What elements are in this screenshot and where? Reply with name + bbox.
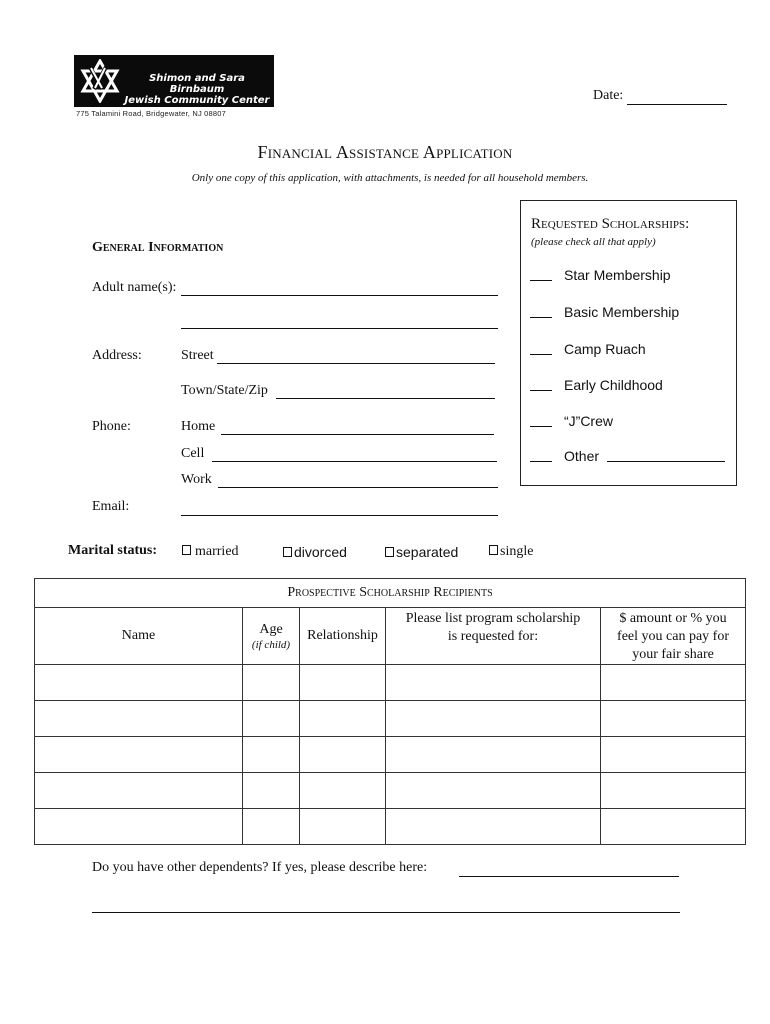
age-cell[interactable] (243, 737, 300, 773)
street-label: Street (181, 348, 214, 363)
amount-line-3: your fair share (632, 647, 714, 662)
scholarship-label: Basic Membership (564, 304, 680, 320)
scholarship-label: Star Membership (564, 267, 671, 283)
relationship-cell[interactable] (300, 809, 386, 845)
table-row (35, 665, 746, 701)
table-row (35, 773, 746, 809)
other-field[interactable] (607, 461, 725, 462)
relationship-cell[interactable] (300, 701, 386, 737)
town-state-zip-field[interactable] (276, 398, 495, 399)
age-label: Age (259, 622, 283, 637)
town-state-zip-label: Town/State/Zip (181, 383, 268, 398)
scholarship-label: “J”Crew (564, 413, 613, 429)
document-subtitle: Only one copy of this application, with attachments, is needed for all household members. (191, 172, 589, 184)
adult-names-field-2[interactable] (181, 328, 498, 329)
checkbox-blank[interactable] (530, 354, 552, 355)
col-header-age (243, 608, 300, 665)
amount-cell[interactable] (601, 737, 746, 773)
table-row (35, 809, 746, 845)
name-cell[interactable] (35, 701, 243, 737)
age-cell[interactable] (243, 809, 300, 845)
marital-option-label: single (500, 544, 534, 559)
dependents-question: Do you have other dependents? If yes, please describe here: (92, 860, 428, 875)
marital-option-label: divorced (294, 544, 347, 560)
scholarships-hint: (please check all that apply) (531, 236, 656, 248)
program-cell[interactable] (386, 737, 601, 773)
street-field[interactable] (217, 363, 495, 364)
age-cell[interactable] (243, 701, 300, 737)
table-row (35, 701, 746, 737)
logo-line-2: Jewish Community Center (124, 95, 270, 106)
col-header-amount (601, 608, 746, 665)
scholarship-item-j-crew[interactable] (530, 413, 613, 429)
amount-cell[interactable] (601, 809, 746, 845)
relationship-cell[interactable] (300, 773, 386, 809)
table-row (35, 737, 746, 773)
marital-option-divorced[interactable] (283, 544, 347, 560)
age-cell[interactable] (243, 665, 300, 701)
amount-line-1: $ amount or % you (619, 611, 727, 626)
email-label: Email: (92, 499, 130, 514)
marital-option-label: married (195, 544, 239, 559)
star-of-david-icon (80, 59, 120, 103)
adult-names-field[interactable] (181, 295, 498, 296)
program-cell[interactable] (386, 809, 601, 845)
scholarship-item-camp-ruach[interactable] (530, 341, 646, 357)
home-phone-label: Home (181, 419, 216, 434)
logo-address: 775 Talamini Road, Bridgewater, NJ 08807 (76, 109, 227, 118)
program-cell[interactable] (386, 701, 601, 737)
amount-cell[interactable] (601, 701, 746, 737)
col-header-program (386, 608, 601, 665)
requested-scholarships-box (520, 200, 737, 486)
checkbox[interactable] (283, 547, 292, 557)
marital-option-separated[interactable] (385, 544, 458, 560)
general-information-heading: General Information (92, 240, 224, 255)
scholarships-heading: Requested Scholarships: (531, 216, 690, 232)
document-title: Financial Assistance Application (257, 142, 513, 162)
name-cell[interactable] (35, 737, 243, 773)
checkbox-blank[interactable] (530, 461, 552, 462)
dependents-field-2[interactable] (92, 912, 680, 913)
name-cell[interactable] (35, 773, 243, 809)
marital-status-label: Marital status: (68, 543, 158, 558)
logo-wordmark (122, 73, 272, 106)
name-cell[interactable] (35, 665, 243, 701)
program-line-1: Please list program scholarship (405, 611, 581, 626)
cell-phone-label: Cell (181, 446, 205, 461)
checkbox[interactable] (182, 545, 191, 555)
amount-cell[interactable] (601, 773, 746, 809)
scholarship-label: Early Childhood (564, 377, 663, 393)
email-field[interactable] (181, 515, 498, 516)
relationship-cell[interactable] (300, 665, 386, 701)
checkbox-blank[interactable] (530, 390, 552, 391)
logo-line-1: Shimon and Sara Birnbaum (149, 73, 245, 95)
program-cell[interactable] (386, 665, 601, 701)
checkbox-blank[interactable] (530, 317, 552, 318)
cell-phone-field[interactable] (212, 461, 497, 462)
checkbox[interactable] (489, 545, 498, 555)
address-label: Address: (92, 348, 142, 363)
adult-names-label: Adult name(s): (92, 280, 177, 295)
amount-cell[interactable] (601, 665, 746, 701)
name-cell[interactable] (35, 809, 243, 845)
col-header-name: Name (35, 608, 243, 665)
scholarship-item-other[interactable] (530, 448, 725, 464)
scholarship-item-early-childhood[interactable] (530, 377, 663, 393)
marital-option-married[interactable] (182, 544, 239, 560)
date-field[interactable] (627, 104, 727, 105)
col-header-relationship: Relationship (300, 608, 386, 665)
dependents-field[interactable] (459, 876, 679, 877)
table-header-row (35, 608, 746, 665)
jcc-logo (74, 55, 274, 107)
home-phone-field[interactable] (221, 434, 494, 435)
scholarship-item-star-membership[interactable] (530, 267, 671, 283)
scholarship-item-basic-membership[interactable] (530, 304, 679, 320)
phone-label: Phone: (92, 419, 131, 434)
table-title: Prospective Scholarship Recipients (35, 579, 746, 608)
date-label: Date: (593, 88, 624, 103)
scholarship-label: Camp Ruach (564, 341, 646, 357)
work-phone-label: Work (181, 472, 212, 487)
program-cell[interactable] (386, 773, 601, 809)
work-phone-field[interactable] (218, 487, 498, 488)
checkbox-blank[interactable] (530, 280, 552, 281)
age-note: (if child) (251, 639, 291, 651)
relationship-cell[interactable] (300, 737, 386, 773)
checkbox-blank[interactable] (530, 426, 552, 427)
marital-option-label: separated (396, 544, 459, 560)
amount-line-2: feel you can pay for (617, 629, 729, 644)
prospective-recipients-table (34, 578, 745, 845)
age-cell[interactable] (243, 773, 300, 809)
checkbox[interactable] (385, 547, 394, 557)
scholarship-label: Other (564, 448, 600, 464)
program-line-2: is requested for: (447, 629, 539, 644)
marital-option-single[interactable] (489, 544, 533, 560)
